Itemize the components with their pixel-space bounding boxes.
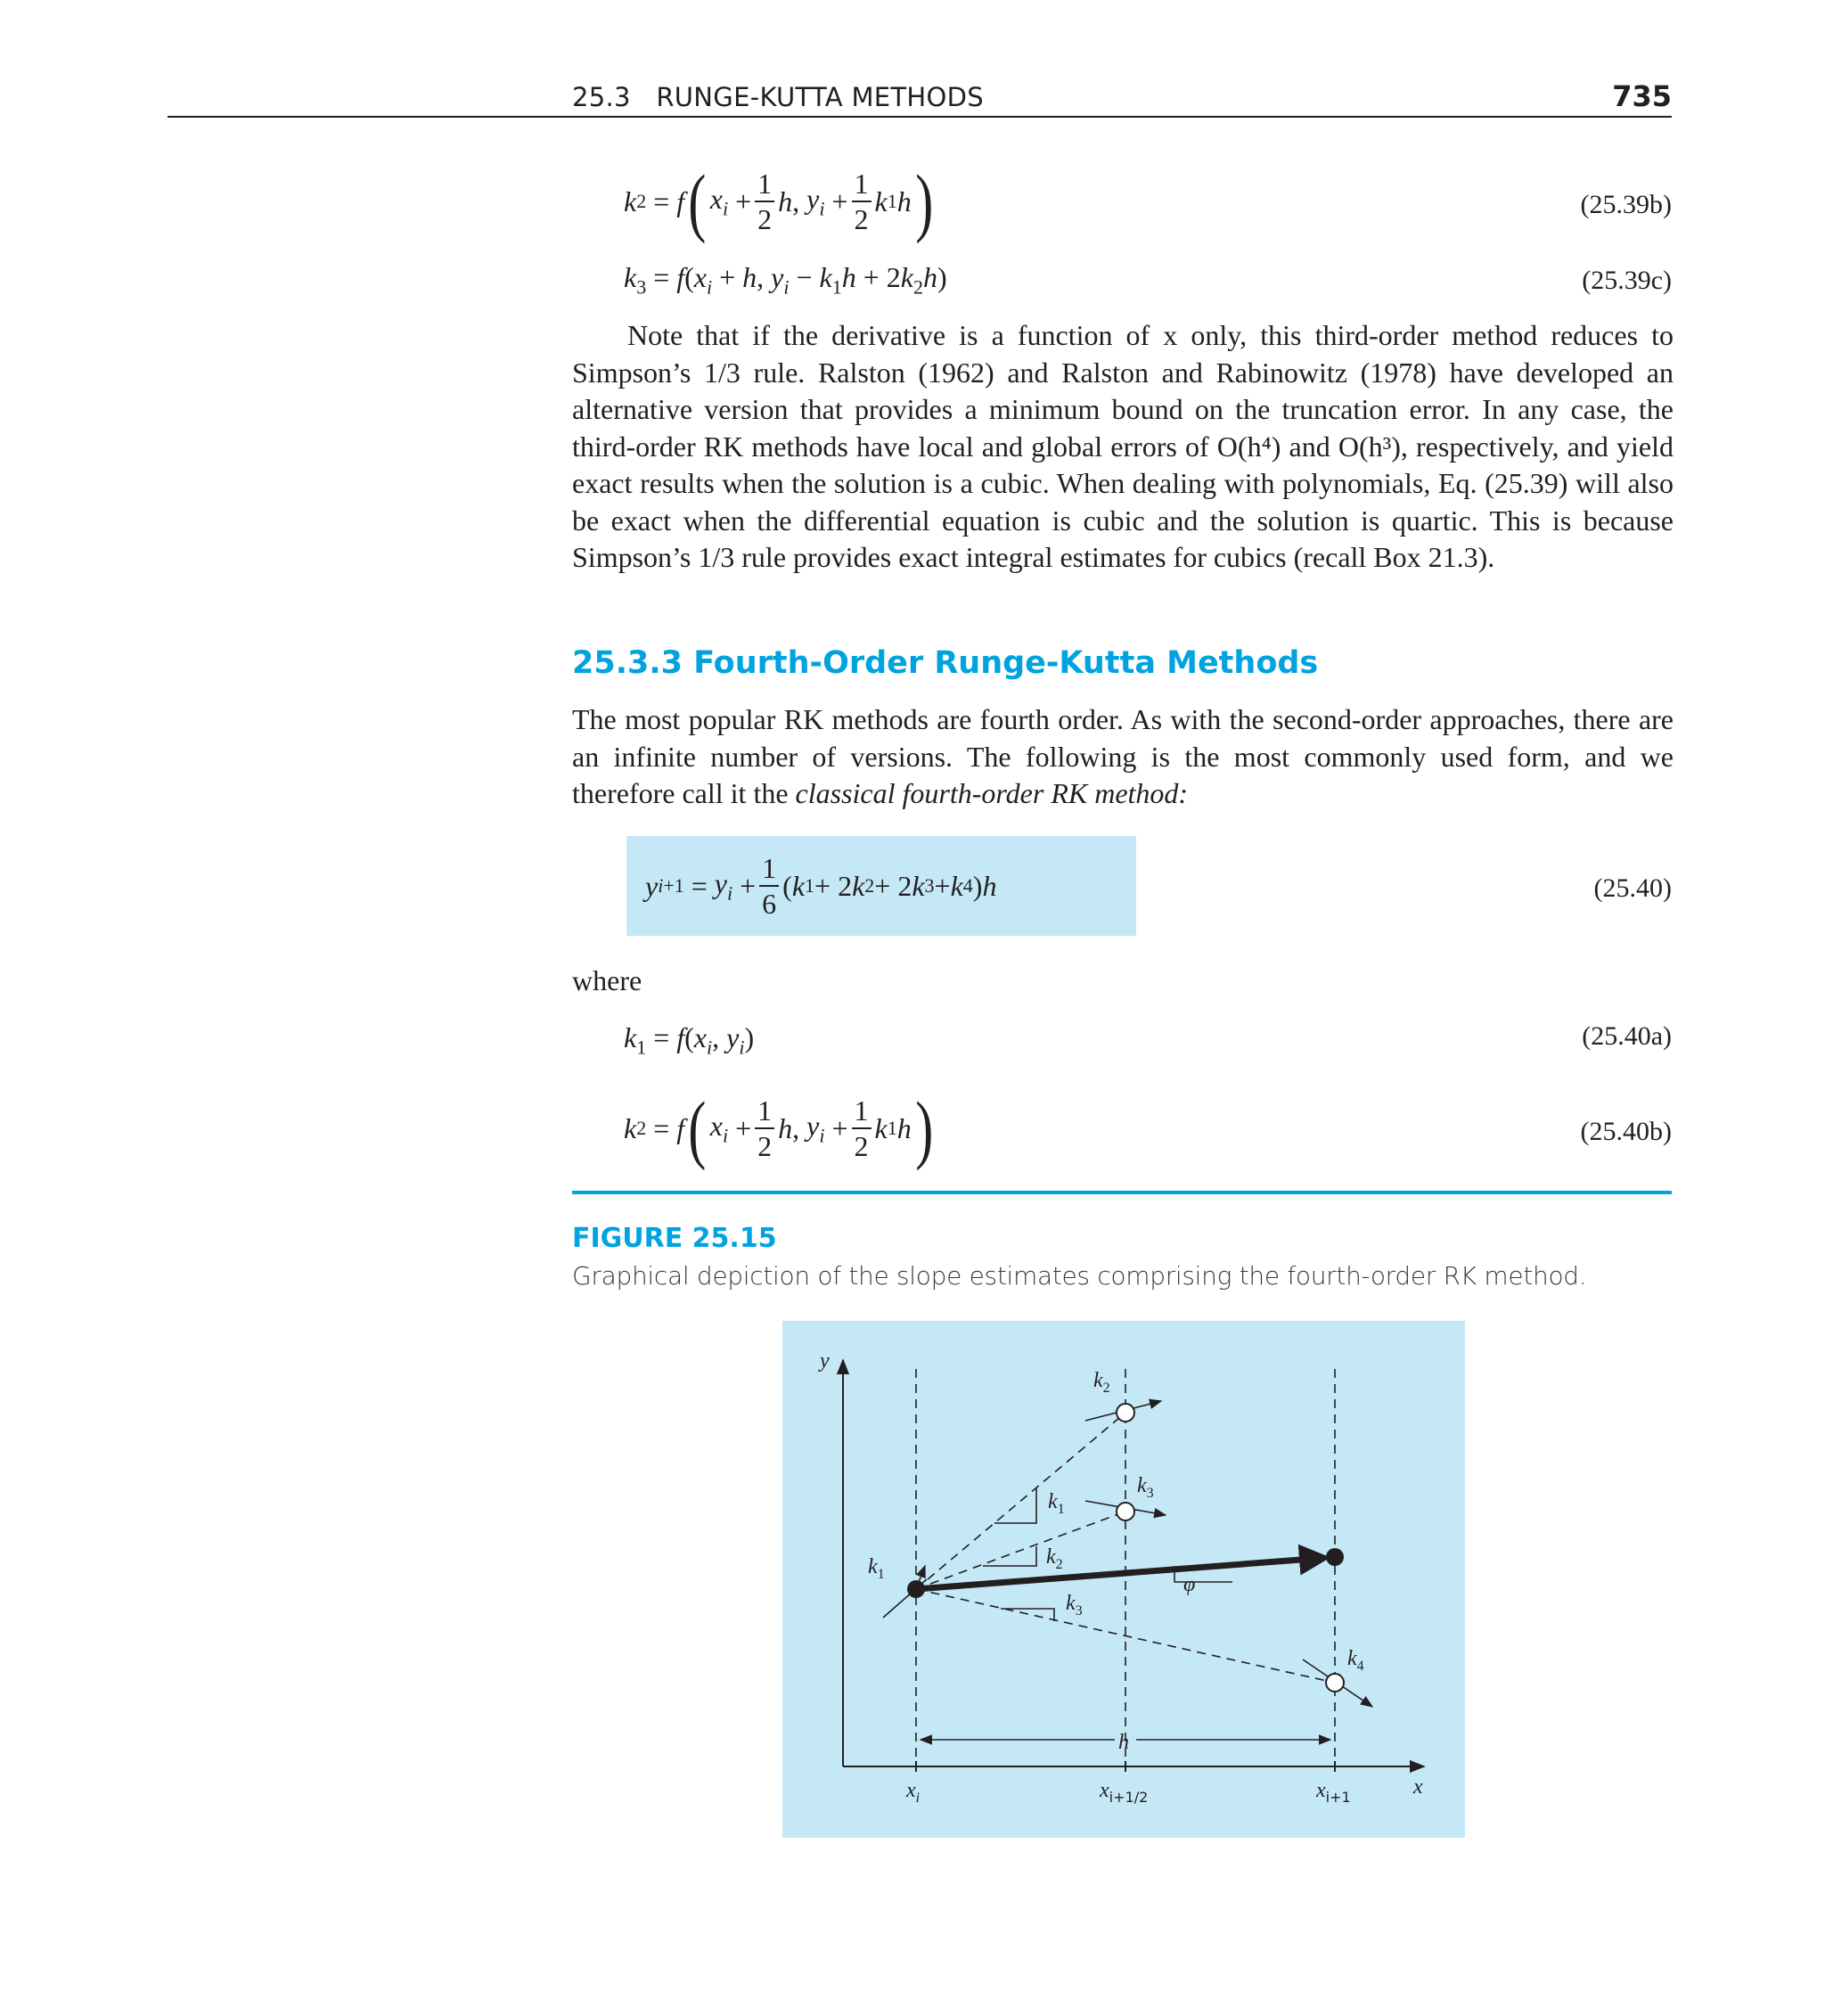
paragraph-fourth-order-intro [572,701,1674,813]
header-rule [168,116,1672,118]
label-k3-point: $k_3$ [1137,1474,1154,1501]
figure-separator-rule [572,1191,1672,1194]
figure-25-15-diagram [782,1321,1465,1838]
equation-number-25-40a: (25.40a) [1582,1021,1672,1051]
equation-number-25-39c: (25.39c) [1582,266,1672,295]
equation-number-25-40: (25.40) [1593,873,1672,903]
label-x-mid: $x_{i+1/2}$ [1100,1779,1149,1806]
label-x-i: $x_i$ [906,1779,921,1806]
figure-title: FIGURE 25.15 [572,1223,777,1254]
paragraph-third-order-text: Note that if the derivative is a function of x only, this third-order method reduces to Simpson’s 1/3 rule. Ralston (1962) and Ralston and Rabinowitz (1978) have developed an alternative version that provides a minimum bound on the truncation error. In any case, the third-order RK methods have local and global errors of O(h⁴) and O(h³), respectively, and yield exact results when the solution is a cubic. When dealing with polynomials, Eq. (25.39) will also be exact when the differential equation is cubic and the solution is quartic. This is because Simpson’s 1/3 rule provides exact integral estimates for cubics (recall Box 21.3). [572,319,1674,573]
label-k2-point: $k_2$ [1093,1369,1110,1396]
point-k2-estimate [1117,1404,1134,1422]
equation-25-40b: k 2 = f ( $x_i$ + $\frac{1}{2}$ h , $y_i$ + $\frac{1}{2}$ k 1 h ) [624,1086,934,1171]
y-axis-label: y [820,1349,830,1373]
paragraph-fourth-order-text: The most popular RK methods are fourth order. As with the second-order approaches, there are an infinite number of versions. The following is the most commonly used form, and we therefore call it the classical fourth-order RK method: [572,703,1674,809]
equation-number-25-40b: (25.40b) [1580,1117,1672,1146]
point-start [907,1580,925,1598]
where-text: where [572,964,642,996]
term-classical-rk: classical fourth-order RK method: [795,777,1189,809]
section-heading: 25.3.3 Fourth-Order Runge-Kutta Methods [572,645,1319,681]
equation-25-39b: k 2 = f ( $x_i$ + $\frac{1}{2}$ h , $y_i$ + $\frac{1}{2}$ k 1 h ) [624,159,934,244]
point-end [1326,1548,1344,1566]
point-k3-estimate [1117,1503,1134,1520]
phi-label: φ [1183,1573,1196,1596]
equation-25-40a: $k_1 = f(x_i$, $y_i$) [624,1021,755,1059]
label-k2-triangle: $k_2$ [1046,1545,1063,1572]
point-k4-estimate [1326,1674,1344,1692]
running-header [572,82,984,112]
label-k1-triangle: $k_1$ [1048,1490,1065,1517]
figure-background [782,1321,1465,1838]
label-k4-point: $k_4$ [1347,1647,1364,1674]
figure-caption: Graphical depiction of the slope estimates comprising the fourth-order RK method. [572,1261,1587,1291]
label-x-next: $x_{i+1}$ [1316,1779,1351,1806]
h-label: h [1118,1731,1129,1754]
label-k3-triangle: $k_3$ [1066,1592,1083,1619]
paragraph-third-order-notes [572,317,1674,577]
equation-number-25-39b: (25.39b) [1580,190,1672,219]
label-k1-left: $k_1$ [868,1555,885,1582]
equation-25-40: y i+1 = $y_i$ + $\frac{1}{6}$ ( k 1 + 2 k 2 + 2 k 3 + k 4 ) h [645,852,997,920]
page-number: 735 [1612,79,1672,113]
running-header-section: 25.3 RUNGE-KUTTA METHODS [572,82,984,112]
equation-25-39c: $k_3 = f(x_i + h$, $y_i - k_1h + 2k_2h$) [624,261,947,299]
x-axis-label: x [1413,1775,1423,1799]
